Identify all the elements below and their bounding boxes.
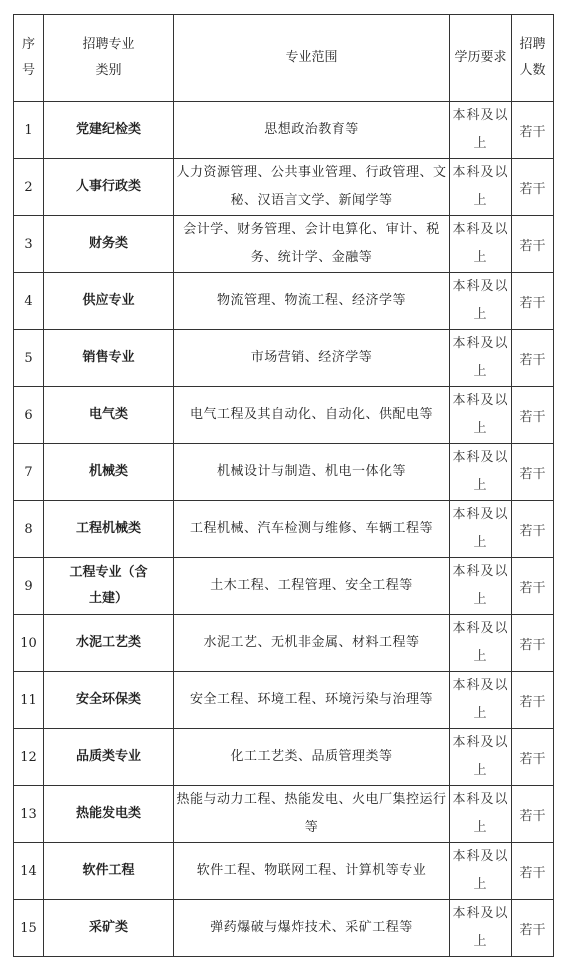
- scope-cell: 安全工程、环境工程、环境污染与治理等: [174, 672, 450, 729]
- table-row: [14, 786, 554, 843]
- scope-cell: 软件工程、物联网工程、计算机等专业: [174, 843, 450, 900]
- header-no-text: 序号: [21, 37, 35, 78]
- table-row: [14, 729, 554, 786]
- table-row: [14, 159, 554, 216]
- table-row: [14, 900, 554, 957]
- row-number: 3: [14, 216, 44, 273]
- count-cell: 若干: [512, 786, 554, 843]
- scope-cell: 人力资源管理、公共事业管理、行政管理、文秘、汉语言文学、新闻学等: [174, 159, 450, 216]
- header-category-text: 招聘专业类别: [82, 37, 135, 78]
- category-cell: 热能发电类: [44, 786, 174, 843]
- table-row: [14, 843, 554, 900]
- header-category: [44, 15, 174, 102]
- scope-cell: 化工工艺类、品质管理类等: [174, 729, 450, 786]
- table-row: [14, 558, 554, 615]
- category-cell: 机械类: [44, 444, 174, 501]
- header-row: [14, 15, 554, 102]
- category-cell: 品质类专业: [44, 729, 174, 786]
- row-number: 12: [14, 729, 44, 786]
- scope-cell: 工程机械、汽车检测与维修、车辆工程等: [174, 501, 450, 558]
- education-cell: 本科及以上: [450, 786, 512, 843]
- count-cell: 若干: [512, 330, 554, 387]
- header-count-text: 招聘人数: [519, 37, 546, 78]
- category-cell: 软件工程: [44, 843, 174, 900]
- scope-cell: 会计学、财务管理、会计电算化、审计、税务、统计学、金融等: [174, 216, 450, 273]
- row-number: 6: [14, 387, 44, 444]
- category-cell: 财务类: [44, 216, 174, 273]
- row-number: 8: [14, 501, 44, 558]
- scope-cell: 水泥工艺、无机非金属、材料工程等: [174, 615, 450, 672]
- row-number: 14: [14, 843, 44, 900]
- table-row: [14, 501, 554, 558]
- scope-cell: 土木工程、工程管理、安全工程等: [174, 558, 450, 615]
- category-cell: 水泥工艺类: [44, 615, 174, 672]
- scope-cell: 机械设计与制造、机电一体化等: [174, 444, 450, 501]
- education-cell: 本科及以上: [450, 501, 512, 558]
- scope-cell: 热能与动力工程、热能发电、火电厂集控运行等: [174, 786, 450, 843]
- category-cell: 人事行政类: [44, 159, 174, 216]
- education-cell: 本科及以上: [450, 102, 512, 159]
- table-row: [14, 102, 554, 159]
- row-number: 2: [14, 159, 44, 216]
- education-cell: 本科及以上: [450, 273, 512, 330]
- table-row: [14, 672, 554, 729]
- category-cell: 销售专业: [44, 330, 174, 387]
- education-cell: 本科及以上: [450, 558, 512, 615]
- education-cell: 本科及以上: [450, 330, 512, 387]
- category-cell: [44, 558, 174, 615]
- header-no: [14, 15, 44, 102]
- count-cell: 若干: [512, 615, 554, 672]
- scope-cell: 电气工程及其自动化、自动化、供配电等: [174, 387, 450, 444]
- table-row: [14, 273, 554, 330]
- category-cell: 党建纪检类: [44, 102, 174, 159]
- row-number: 7: [14, 444, 44, 501]
- row-number: 5: [14, 330, 44, 387]
- document: [13, 14, 553, 957]
- category-cell: 电气类: [44, 387, 174, 444]
- recruitment-table: [13, 14, 554, 957]
- category-cell: 供应专业: [44, 273, 174, 330]
- education-cell: 本科及以上: [450, 672, 512, 729]
- row-number: 1: [14, 102, 44, 159]
- education-cell: 本科及以上: [450, 900, 512, 957]
- row-number: 4: [14, 273, 44, 330]
- header-education: [450, 15, 512, 102]
- table-row: [14, 444, 554, 501]
- count-cell: 若干: [512, 444, 554, 501]
- header-education-text: 学历要求: [454, 50, 507, 65]
- table-row: [14, 216, 554, 273]
- count-cell: 若干: [512, 672, 554, 729]
- count-cell: 若干: [512, 900, 554, 957]
- education-cell: 本科及以上: [450, 159, 512, 216]
- header-scope: [174, 15, 450, 102]
- education-cell: 本科及以上: [450, 216, 512, 273]
- count-cell: 若干: [512, 501, 554, 558]
- category-cell: 工程机械类: [44, 501, 174, 558]
- count-cell: 若干: [512, 729, 554, 786]
- count-cell: 若干: [512, 558, 554, 615]
- count-cell: 若干: [512, 843, 554, 900]
- education-cell: 本科及以上: [450, 387, 512, 444]
- scope-cell: 思想政治教育等: [174, 102, 450, 159]
- count-cell: 若干: [512, 216, 554, 273]
- row-number: 13: [14, 786, 44, 843]
- education-cell: 本科及以上: [450, 843, 512, 900]
- count-cell: 若干: [512, 273, 554, 330]
- category-cell: 安全环保类: [44, 672, 174, 729]
- header-scope-text: 专业范围: [285, 50, 338, 65]
- scope-cell: 物流管理、物流工程、经济学等: [174, 273, 450, 330]
- count-cell: 若干: [512, 102, 554, 159]
- table-row: [14, 330, 554, 387]
- category-text: 工程专业（含土建）: [69, 565, 148, 606]
- header-count: [512, 15, 554, 102]
- count-cell: 若干: [512, 387, 554, 444]
- table-header: [14, 15, 554, 102]
- education-cell: 本科及以上: [450, 729, 512, 786]
- category-cell: 采矿类: [44, 900, 174, 957]
- table-row: [14, 615, 554, 672]
- education-cell: 本科及以上: [450, 444, 512, 501]
- row-number: 11: [14, 672, 44, 729]
- scope-cell: 市场营销、经济学等: [174, 330, 450, 387]
- row-number: 15: [14, 900, 44, 957]
- count-cell: 若干: [512, 159, 554, 216]
- table-body: [14, 102, 554, 957]
- row-number: 9: [14, 558, 44, 615]
- scope-cell: 弹药爆破与爆炸技术、采矿工程等: [174, 900, 450, 957]
- table-row: [14, 387, 554, 444]
- education-cell: 本科及以上: [450, 615, 512, 672]
- row-number: 10: [14, 615, 44, 672]
